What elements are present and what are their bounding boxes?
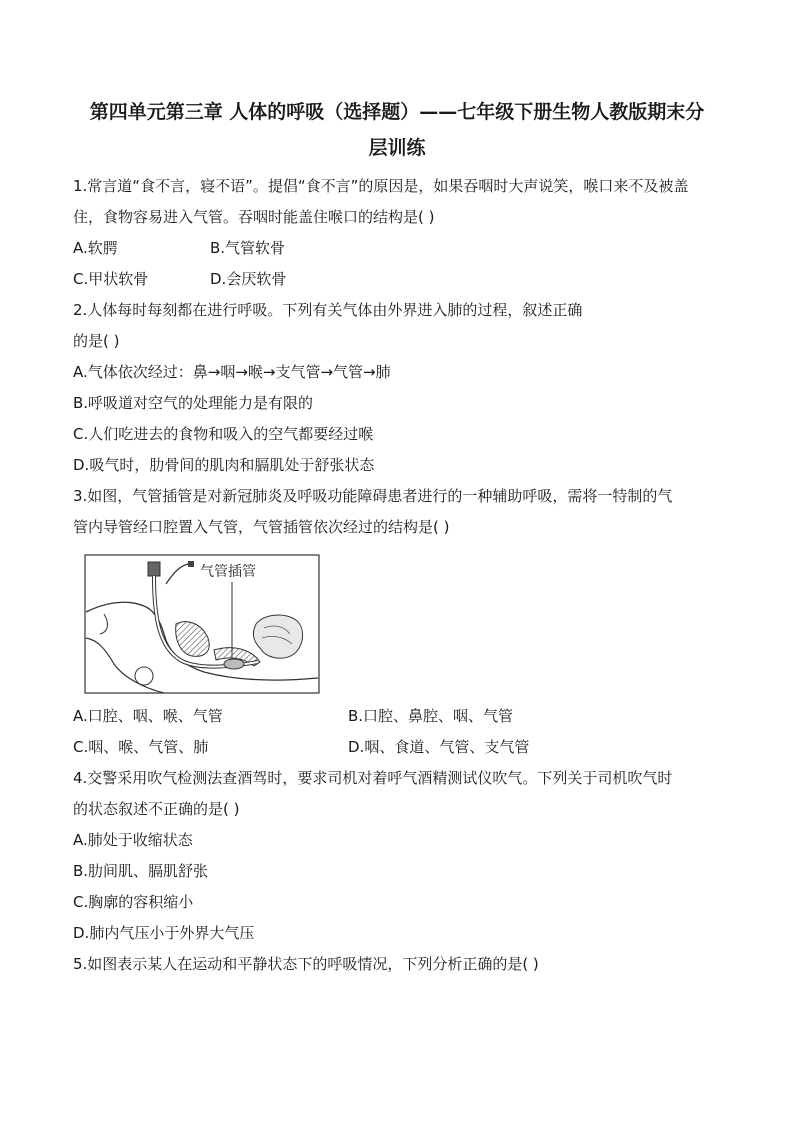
question-3-option-b: B.口腔、鼻腔、咽、气管: [348, 707, 514, 725]
question-3-option-c: C.咽、喉、气管、肺: [73, 738, 209, 756]
question-1-option-c: C.甲状软骨: [73, 270, 149, 288]
question-4-stem-line-2: 的状态叙述不正确的是( ): [73, 800, 240, 818]
question-2-option-c: C.人们吃进去的食物和吸入的空气都要经过喉: [73, 425, 374, 443]
question-4-option-c: C.胸廓的容积缩小: [73, 893, 194, 911]
question-4-option-a: A.肺处于收缩状态: [73, 831, 193, 849]
question-2-option-d: D.吸气时，肋骨间的肌肉和膈肌处于舒张状态: [73, 456, 375, 474]
question-3-option-a: A.口腔、咽、喉、气管: [73, 707, 223, 725]
intubation-figure: [84, 554, 320, 694]
question-1-option-b: B.气管软骨: [210, 239, 286, 257]
question-2-stem-line-2: 的是( ): [73, 332, 120, 350]
question-5-stem-line-1: 5.如图表示某人在运动和平静状态下的呼吸情况，下列分析正确的是( ): [73, 955, 539, 973]
question-4-option-b: B.肋间肌、膈肌舒张: [73, 862, 209, 880]
intubation-diagram: [84, 554, 320, 694]
question-4-stem-line-1: 4.交警采用吹气检测法查酒驾时，要求司机对着呼气酒精测试仪吹气。下列关于司机吹气时: [73, 769, 673, 787]
question-1-option-d: D.会厌软骨: [210, 270, 287, 288]
question-1-stem-line-2: 住，食物容易进入气管。吞咽时能盖住喉口的结构是( ): [73, 208, 435, 226]
title-line-1: 第四单元第三章 人体的呼吸（选择题）——七年级下册生物人教版期末分: [89, 101, 705, 123]
question-4-option-d: D.肺内气压小于外界大气压: [73, 924, 255, 942]
title-line-2: 层训练: [368, 137, 426, 159]
page-title: [60, 94, 734, 166]
question-3-option-d: D.咽、食道、气管、支气管: [348, 738, 530, 756]
question-3-stem-line-1: 3.如图，气管插管是对新冠肺炎及呼吸功能障碍患者进行的一种辅助呼吸，需将一特制的气: [73, 487, 673, 505]
question-2-stem-line-1: 2.人体每时每刻都在进行呼吸。下列有关气体由外界进入肺的过程，叙述正确: [73, 301, 583, 319]
question-1-option-a: A.软腭: [73, 239, 118, 257]
question-2-option-a: A.气体依次经过：鼻→咽→喉→支气管→气管→肺: [73, 363, 391, 381]
question-3-stem-line-2: 管内导管经口腔置入气管，气管插管依次经过的结构是( ): [73, 518, 450, 536]
figure-label-intubation: 气管插管: [200, 564, 256, 580]
question-1-stem-line-1: 1.常言道“食不言，寝不语”。提倡“食不言”的原因是，如果吞咽时大声说笑，喉口来不及被盖: [73, 177, 689, 195]
question-2-option-b: B.呼吸道对空气的处理能力是有限的: [73, 394, 314, 412]
